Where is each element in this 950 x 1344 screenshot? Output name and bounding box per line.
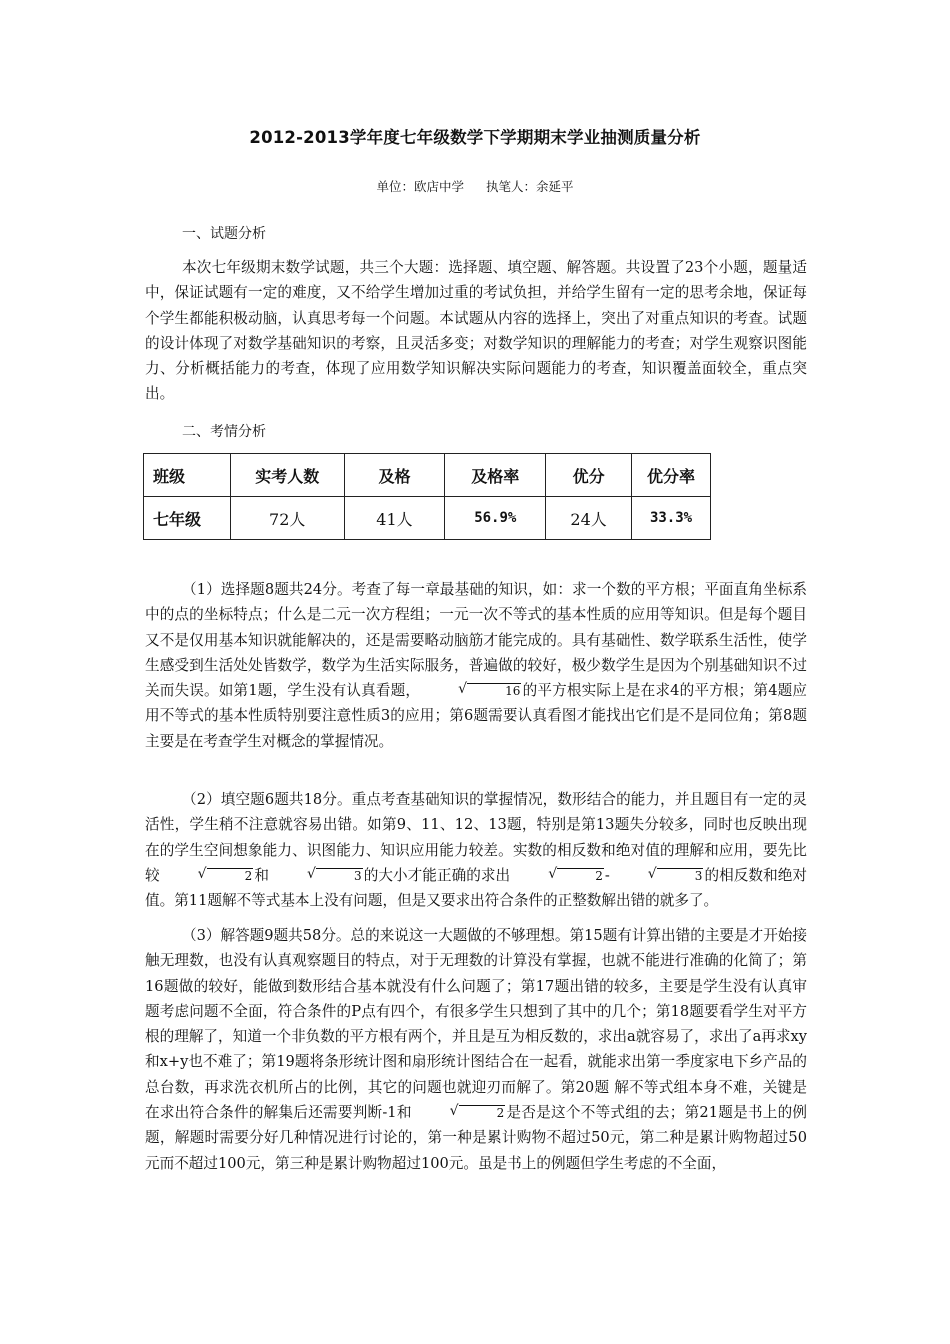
sqrt-symbol bbox=[611, 863, 704, 888]
paragraph-problem-solving bbox=[145, 923, 807, 1176]
sqrt-radicand: 3 bbox=[316, 868, 363, 883]
paragraph-multiple-choice bbox=[145, 577, 807, 754]
paragraph-text: 的大小才能正确的求出 bbox=[363, 866, 511, 884]
document-title: 2012-2013学年度七年级数学下学期期末学业抽测质量分析 bbox=[249, 128, 701, 147]
table-header-cell: 班级 bbox=[144, 454, 231, 497]
paragraph-text: 是否是这个不等式组的去；第21题是书上的例题，解题时需要分好几种情况进行讨论的，第一种是累计购物不超过50元，第二种是累计购物超过50元而不超过100元，第三种是累计购物超过100元。虽是书上的例题但学生考虑的不全面， bbox=[145, 1104, 808, 1172]
sqrt-symbol bbox=[421, 678, 521, 703]
table-cell: 24人 bbox=[546, 497, 632, 540]
sqrt-symbol bbox=[413, 1100, 506, 1125]
paragraph-fill-in bbox=[145, 787, 807, 913]
section-heading-exam-stats: 二、考情分析 bbox=[182, 424, 266, 440]
table-header-row bbox=[144, 454, 711, 497]
byline-author: 执笔人：余延平 bbox=[485, 179, 574, 194]
table-header-cell: 及格 bbox=[344, 454, 445, 497]
sqrt-radicand: 2 bbox=[557, 868, 604, 883]
paragraph-text: 的平方根实际上是在求4的平方根；第4题应用不等式的基本性质特别要注意性质3的应用；第6题需要认真看图才能找出它们是不是同位角；第8题 主要是在考查学生对概念的掌握情况。 bbox=[145, 682, 807, 750]
table-header-cell: 及格率 bbox=[445, 454, 546, 497]
table-cell: 33.3% bbox=[632, 497, 711, 540]
sqrt-radicand: 3 bbox=[657, 868, 704, 883]
sqrt-radicand: 2 bbox=[459, 1105, 506, 1120]
table-cell: 41人 bbox=[344, 497, 445, 540]
paragraph-test-analysis: 本次七年级期末数学试题，共三个大题：选择题、填空题、解答题。共设置了23个小题，题量适中，保证试题有一定的难度，又不给学生增加过重的考试负担，并给学生留有一定的思考余地，保证每个学生都能积极动脑，认真思考每一个问题。本试题从内容的选择上，突出了对重点知识的考查。试题的设计体现了对数学基础知识的考察，且灵活多变；对数学知识的理解能力的考查；对学生观察识图能力、分析概括能力的考查，体现了应用数学知识解决实际问题能力的考查，知识覆盖面较全，重点突出。 bbox=[145, 259, 807, 403]
sqrt-symbol bbox=[161, 863, 254, 888]
table-header-cell: 实考人数 bbox=[230, 454, 344, 497]
sqrt-symbol bbox=[270, 863, 363, 888]
table-header-cell: 优分 bbox=[546, 454, 632, 497]
exam-stats-table bbox=[143, 453, 711, 540]
table-cell: 72人 bbox=[230, 497, 344, 540]
sqrt-symbol bbox=[511, 863, 604, 888]
sqrt-radicand: 2 bbox=[207, 868, 254, 883]
table-cell: 七年级 bbox=[144, 497, 231, 540]
section-heading-analysis: 一、试题分析 bbox=[182, 226, 266, 242]
paragraph-text: （2）填空题6题共18分。重点考查基础知识的掌握情况，数形结合的能力，并且题目有一定的灵活性，学生稍不注意就容易出错。如第9、11、12、13题，特别是第13题失分较多，同时也反映出现在的学生空间想象能力、识图能力、知识应用能力较差。实数的相反数和绝对值的理解和应用，要先比较 bbox=[145, 791, 807, 884]
paragraph-text: - bbox=[604, 866, 610, 884]
paragraph-text: （3）解答题9题共58分。总的来说这一大题做的不够理想。第15题有计算出错的主要是才开始接触无理数，也没有认真观察题目的特点，对于无理数的计算没有掌握，也就不能进行准确的化简了；第16题做的较好，能做到数形结合基本就没有什么问题了；第17题出错的较多，主要是学生没有认真审题考虑问题不全面，符合条件的P点有四个，有很多学生只想到了其中的几个；第18题要看学生对平方根的理解了，知道一个非负数的平方根有两个，并且是互为相反数的，求出a就容易了，求出了a再求xy和x+y也不难了；第19题将条形统计图和扇形统计图结合在一起看，就能求出第一季度家电下乡产品的总台数，再求洗衣机所占的比例，其它的问题也就迎刃而解了。第20题 解不等式组本身不难，关键是在求出符合条件的解集后还需要判断-1和 bbox=[145, 927, 807, 1122]
paragraph-text: （1）选择题8题共24分。考查了每一章最基础的知识，如：求一个数的平方根；平面直角坐标系中的点的坐标特点；什么是二元一次方程组；一元一次不等式的基本性质的应用等知识。但是每个题目又不是仅用基本知识就能解决的，还是需要略动脑筋才能完成的。具有基础性、数学联系生活性，使学生感受到生活处处皆数学，数学为生活实际服务，普遍做的较好，极少数学生是因为个别基础知识不过关而失误。如第1题，学生没有认真看题， bbox=[145, 581, 807, 700]
paragraph-text: 和 bbox=[254, 866, 270, 884]
sqrt-radicand: 16 bbox=[467, 683, 521, 698]
byline bbox=[0, 177, 950, 195]
byline-unit: 单位：欧店中学 bbox=[376, 179, 464, 194]
paragraph-text: 的相反数和绝对值。第11题解不等式基本上没有问题，但是又要求出符合条件的正整数解出错的就多了。 bbox=[145, 866, 807, 910]
table-row bbox=[144, 497, 711, 540]
table-header-cell: 优分率 bbox=[632, 454, 711, 497]
table-cell: 56.9% bbox=[445, 497, 546, 540]
